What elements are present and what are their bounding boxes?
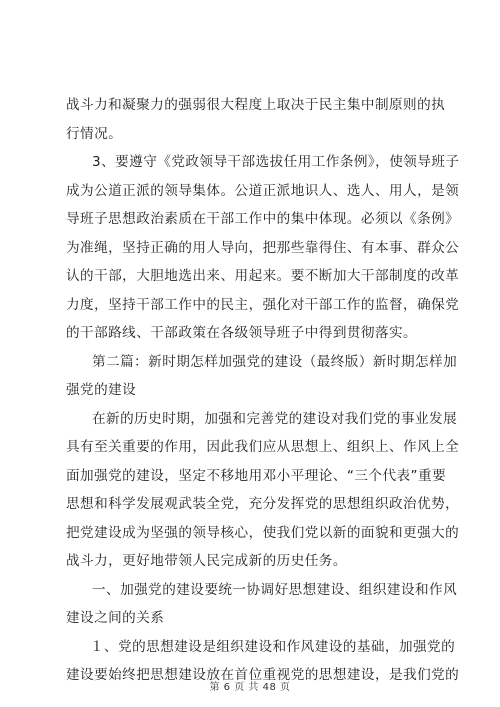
body-text-line: 战斗力，更好地带领人民完成新的历史任务。	[66, 553, 347, 569]
body-text-line: 认的干部，大胆地选出来、用起来。要不断加大干部制度的改革	[66, 268, 460, 284]
body-text-line: 思想和科学发展观武装全党，充分发挥党的思想组织政治优势，	[66, 496, 460, 512]
body-text-line: 成为公道正派的领导集体。公道正派地识人、选人、用人，是领	[66, 183, 460, 199]
body-text-line: 3、要遵守《党政领导干部选拔任用工作条例》，使领导班子	[92, 154, 460, 170]
body-text-line: １、党的思想建设是组织建设和作风建设的基础，加强党的	[90, 639, 456, 655]
body-text-line: 力度，坚持干部工作中的民主，强化对干部工作的监督，确保党	[66, 297, 460, 313]
body-text-line: 具有至关重要的作用，因此我们应从思想上、组织上、作风上全	[66, 439, 460, 455]
body-text-line: 为准绳，坚持正确的用人导向，把那些靠得住、有本事、群众公	[66, 240, 460, 256]
body-text-line: 建设要始终把思想建设放在首位重视党的思想建设，是我们党的	[66, 667, 460, 683]
body-text-line: 面加强党的建设，坚定不移地用邓小平理论、“三个代表”重要	[66, 468, 447, 484]
body-text-line: 的干部路线、干部政策在各级领导班子中得到贯彻落实。	[66, 325, 418, 341]
subheading-line: 一、加强党的建设要统一协调好思想建设、组织建设和作风	[92, 582, 458, 598]
section-heading-line: 第二篇：新时期怎样加强党的建设（最终版）新时期怎样加	[92, 354, 458, 370]
body-text-line: 行情况。	[66, 126, 123, 142]
subheading-line: 建设之间的关系	[66, 610, 165, 626]
section-heading-line: 强党的建设	[66, 382, 137, 398]
body-text-line: 战斗力和凝聚力的强弱很大程度上取决于民主集中制原则的执	[66, 97, 446, 113]
body-text-line: 导班子思想政治素质在干部工作中的集中体现。必须以《条例》	[66, 211, 460, 227]
body-text-line: 在新的历史时期，加强和完善党的建设对我们党的事业发展	[92, 411, 458, 427]
body-text-line: 把党建设成为坚强的领导核心，使我们党以新的面貌和更强大的	[66, 525, 460, 541]
page-number-footer: 第 6 页 共 48 页	[209, 682, 291, 693]
